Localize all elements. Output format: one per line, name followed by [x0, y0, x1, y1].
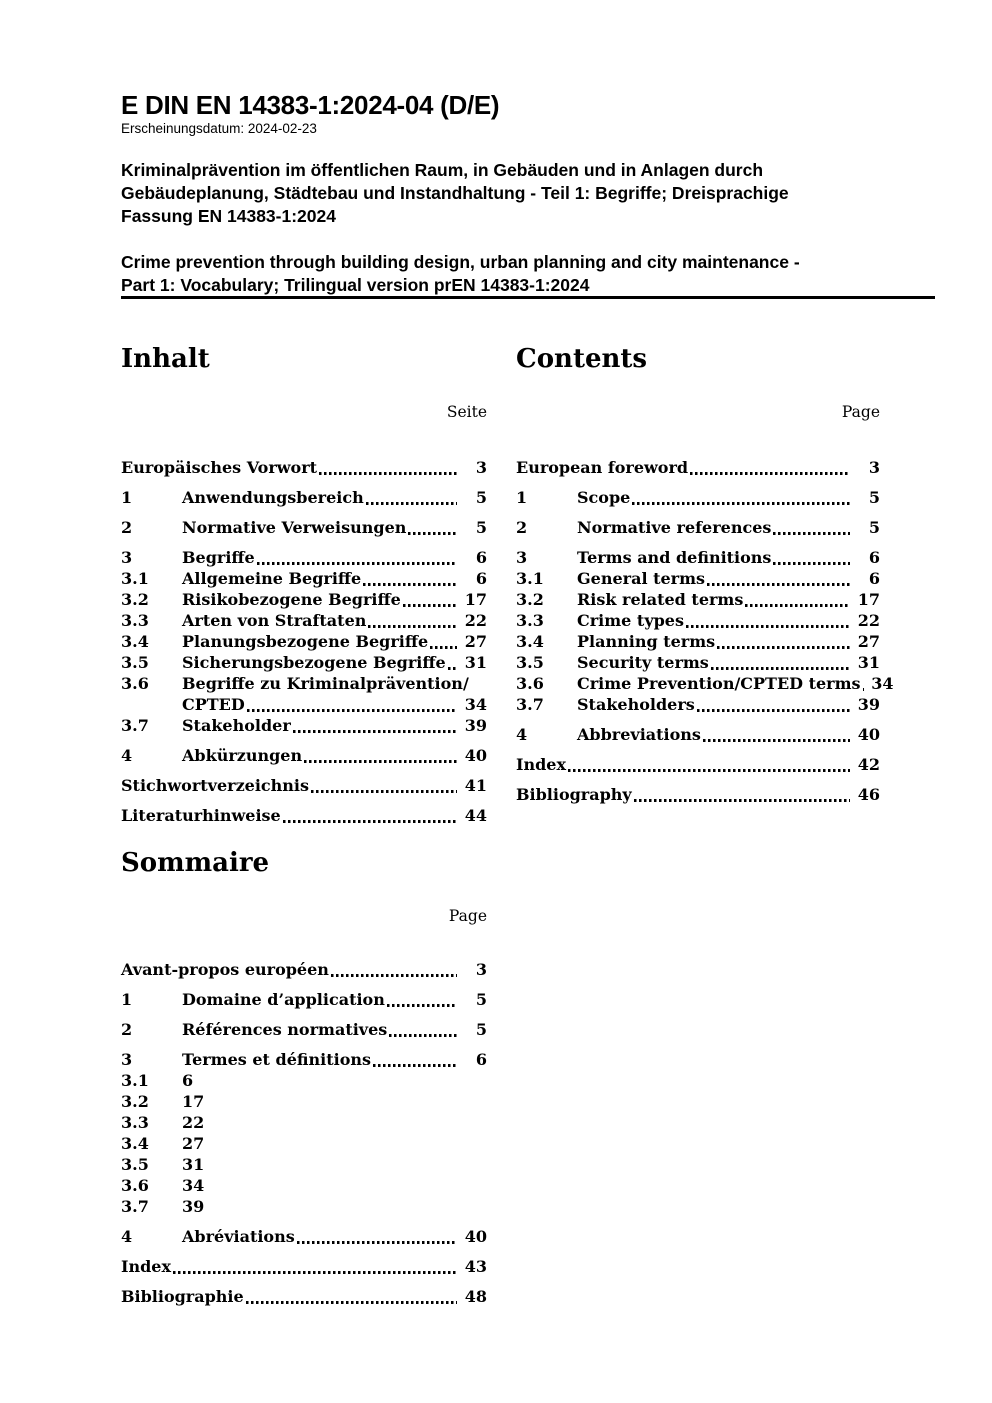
- toc-entry: [516, 457, 880, 478]
- toc-entry: [121, 1091, 487, 1112]
- toc-german-page-label: Seite: [446, 403, 487, 421]
- dot-leader: [566, 754, 853, 775]
- toc-entry-title: Arten von Straftaten: [182, 611, 367, 630]
- toc-entry-number: 4: [121, 746, 133, 765]
- toc-entry-title: Sicherungsbezogene Begriffe: [182, 653, 446, 672]
- toc-entry-title: Stakeholders: [577, 695, 695, 714]
- dot-leader: [387, 1019, 460, 1040]
- toc-entry-number: 3.3: [121, 1113, 149, 1132]
- title-german-line-3: Fassung EN 14383-1:2024: [121, 206, 336, 226]
- toc-entry-page: 27: [857, 632, 880, 651]
- toc-entry-title: 34: [182, 1176, 205, 1195]
- dot-leader: [701, 724, 853, 745]
- dot-leader: [630, 487, 853, 508]
- toc-entry: [516, 754, 880, 775]
- dot-leader: [705, 568, 853, 589]
- toc-english-heading: Contents: [516, 344, 648, 374]
- toc-entry: [516, 631, 880, 652]
- toc-entry-number: 3.5: [121, 653, 149, 672]
- toc-entry-page: 46: [857, 785, 880, 804]
- dot-leader: [771, 517, 853, 538]
- toc-english-entries: [516, 448, 894, 805]
- toc-entry-title: Abbreviations: [577, 725, 701, 744]
- toc-entry: [121, 1175, 487, 1196]
- toc-entry: [121, 1256, 487, 1277]
- toc-entry-page: 6: [475, 1050, 487, 1069]
- toc-entry-title: Terms and definitions: [577, 548, 772, 567]
- toc-entry-title: Europäisches Vorwort: [121, 458, 318, 477]
- toc-entry-title: Security terms: [577, 653, 709, 672]
- toc-entry-number: 3: [121, 548, 133, 567]
- toc-entry-title: Bibliography: [516, 785, 632, 804]
- toc-entry-title: 27: [182, 1134, 205, 1153]
- toc-entry-title: Planungsbezogene Begriffe: [182, 632, 429, 651]
- toc-entry-title: Domaine d’application: [182, 990, 385, 1009]
- toc-entry-page: 27: [464, 632, 487, 651]
- dot-leader: [771, 547, 853, 568]
- toc-entry-title: Termes et définitions: [182, 1050, 371, 1069]
- toc-entry-number: 3.4: [121, 632, 149, 651]
- toc-english: [516, 0, 894, 1403]
- toc-entry-number: 3.7: [121, 716, 149, 735]
- toc-entry: [121, 1049, 487, 1070]
- toc-entry-page: 6: [475, 548, 487, 567]
- toc-entry-number: 3.1: [516, 569, 544, 588]
- dot-leader: [861, 673, 867, 694]
- toc-entry-title: 6: [182, 1071, 194, 1090]
- toc-entry-number: 3.1: [121, 1071, 149, 1090]
- publication-date: Erscheinungsdatum: 2024-02-23: [121, 121, 317, 136]
- dot-leader: [371, 1049, 460, 1070]
- toc-entry-title: Begriffe zu Kriminalprävention/: [182, 674, 469, 693]
- toc-entry-number: 3.5: [121, 1155, 149, 1174]
- toc-entry-number: 3.4: [121, 1134, 149, 1153]
- toc-entry-number: 3.7: [516, 695, 544, 714]
- toc-entry-page: 5: [475, 1020, 487, 1039]
- toc-entry-title: Stichwortverzeichnis: [121, 776, 310, 795]
- toc-entry-page: 34: [871, 674, 894, 693]
- dot-leader: [632, 784, 853, 805]
- toc-entry: [121, 1070, 487, 1091]
- dot-leader: [715, 631, 853, 652]
- toc-entry-number: 3.3: [516, 611, 544, 630]
- toc-entry-page: 48: [464, 1287, 487, 1306]
- toc-entry-page: 3: [475, 458, 487, 477]
- toc-entry-title: Crime Prevention/CPTED terms: [577, 674, 861, 693]
- toc-entry-page: 6: [868, 548, 880, 567]
- toc-entry-number: 3.7: [121, 1197, 149, 1216]
- toc-entry-title: Normative references: [577, 518, 772, 537]
- toc-entry: [516, 547, 880, 568]
- toc-entry-page: 34: [464, 695, 487, 714]
- toc-entry-title: Abkürzungen: [182, 746, 303, 765]
- toc-entry-number: 3.1: [121, 569, 149, 588]
- toc-entry-title: Begriffe: [182, 548, 255, 567]
- toc-entry-title: Références normatives: [182, 1020, 388, 1039]
- toc-entry-number: 2: [516, 518, 528, 537]
- toc-entry-title: Index: [121, 1257, 172, 1276]
- dot-leader: [171, 1256, 460, 1277]
- toc-entry-number: 2: [121, 1020, 133, 1039]
- toc-entry: [121, 1154, 487, 1175]
- toc-entry-title: 31: [182, 1155, 205, 1174]
- toc-entry-page: 40: [857, 725, 880, 744]
- toc-entry-page: 22: [464, 611, 487, 630]
- toc-entry-page: 31: [857, 653, 880, 672]
- toc-entry-title: 39: [182, 1197, 205, 1216]
- toc-entry-title: Normative Verweisungen: [182, 518, 407, 537]
- toc-entry-page: 31: [464, 653, 487, 672]
- toc-entry-number: 3.6: [121, 674, 149, 693]
- toc-entry: [516, 724, 880, 745]
- toc-english-page-label: Page: [841, 403, 880, 421]
- dot-leader: [743, 589, 853, 610]
- toc-entry-title: CPTED: [182, 695, 245, 714]
- toc-entry-page: 5: [475, 990, 487, 1009]
- toc-entry: [516, 589, 880, 610]
- toc-entry-number: 1: [121, 990, 133, 1009]
- toc-entry-number: 3.2: [516, 590, 544, 609]
- toc-entry: [516, 487, 880, 508]
- toc-entry: [516, 610, 880, 631]
- toc-entry-page: 5: [475, 518, 487, 537]
- toc-entry: [121, 1019, 487, 1040]
- toc-french-heading: Sommaire: [121, 848, 270, 878]
- toc-entry-page: 44: [464, 806, 487, 825]
- toc-entry-page: 17: [857, 590, 880, 609]
- toc-entry-title: General terms: [577, 569, 706, 588]
- toc-entry-number: 4: [121, 1227, 133, 1246]
- toc-entry-title: Risk related terms: [577, 590, 744, 609]
- toc-entry-title: Crime types: [577, 611, 684, 630]
- toc-entry-page: 17: [464, 590, 487, 609]
- dot-leader: [688, 457, 853, 478]
- dot-leader: [709, 652, 853, 673]
- toc-entry-number: 2: [121, 518, 133, 537]
- document-number: E DIN EN 14383-1:2024-04 (D/E): [121, 90, 500, 120]
- toc-entry-title: 22: [182, 1113, 205, 1132]
- dot-leader: [295, 1226, 460, 1247]
- toc-entry-page: 3: [868, 458, 880, 477]
- toc-entry-page: 5: [868, 518, 880, 537]
- toc-entry-title: Scope: [577, 488, 631, 507]
- toc-entry-title: Risikobezogene Begriffe: [182, 590, 401, 609]
- toc-entry-page: 6: [868, 569, 880, 588]
- toc-entry-page: 5: [868, 488, 880, 507]
- toc-entry: [516, 517, 880, 538]
- dot-leader: [244, 1286, 460, 1307]
- toc-entry: [516, 568, 880, 589]
- toc-entry: [121, 1196, 487, 1217]
- toc-entry-page: 40: [464, 1227, 487, 1246]
- toc-entry-page: 6: [475, 569, 487, 588]
- toc-entry-title: Allgemeine Begriffe: [182, 569, 362, 588]
- toc-entry-title: Abréviations: [182, 1227, 295, 1246]
- toc-entry-title: Stakeholder: [182, 716, 291, 735]
- toc-entry-title: 17: [182, 1092, 205, 1111]
- toc-entry-page: 39: [857, 695, 880, 714]
- title-german-line-2: Gebäudeplanung, Städtebau und Instandhaltung - Teil 1: Begriffe; Dreisprachige: [121, 183, 789, 203]
- toc-entry-page: 43: [464, 1257, 487, 1276]
- toc-entry-number: 3.4: [516, 632, 544, 651]
- toc-entry-number: 3.2: [121, 1092, 149, 1111]
- dot-leader: [695, 694, 853, 715]
- title-english-line-2: Part 1: Vocabulary; Trilingual version prEN 14383-1:2024: [121, 275, 590, 295]
- toc-entry-number: 1: [121, 488, 133, 507]
- toc-french-page-label: Page: [448, 907, 487, 925]
- toc-entry-title: Bibliographie: [121, 1287, 244, 1306]
- toc-entry-page: 39: [464, 716, 487, 735]
- toc-entry-page: 22: [857, 611, 880, 630]
- toc-entry-number: 3.3: [121, 611, 149, 630]
- title-german-line-1: Kriminalprävention im öffentlichen Raum, in Gebäuden und in Anlagen durch: [121, 160, 764, 180]
- toc-entry-title: Index: [516, 755, 567, 774]
- toc-entry-title: Planning terms: [577, 632, 716, 651]
- toc-entry-page: 5: [475, 488, 487, 507]
- dot-leader: [684, 610, 853, 631]
- toc-entry-title: European foreword: [516, 458, 689, 477]
- toc-entry: [121, 1286, 487, 1307]
- toc-entry-title: Anwendungsbereich: [182, 488, 364, 507]
- toc-entry-number: 3.2: [121, 590, 149, 609]
- toc-entry-number: 4: [516, 725, 528, 744]
- toc-entry-number: 3.5: [516, 653, 544, 672]
- toc-entry: [516, 694, 880, 715]
- toc-entry-page: 42: [857, 755, 880, 774]
- toc-french-entries: [121, 950, 487, 1307]
- toc-entry-number: 3.6: [121, 1176, 149, 1195]
- toc-entry: [121, 959, 487, 980]
- toc-entry: [516, 652, 880, 673]
- toc-entry: [516, 784, 880, 805]
- toc-entry: [516, 673, 894, 694]
- toc-entry-number: 3: [121, 1050, 133, 1069]
- toc-entry-number: 3: [516, 548, 528, 567]
- toc-entry-page: 41: [464, 776, 487, 795]
- toc-entry: [121, 989, 487, 1010]
- toc-german-heading: Inhalt: [121, 344, 210, 374]
- title-english-line-1: Crime prevention through building design, urban planning and city maintenance -: [121, 252, 800, 272]
- toc-entry: [121, 1226, 487, 1247]
- toc-french: [121, 0, 487, 1403]
- toc-entry: [121, 1133, 487, 1154]
- dot-leader: [385, 989, 460, 1010]
- toc-entry-number: 1: [516, 488, 528, 507]
- toc-entry: [121, 1112, 487, 1133]
- toc-entry-number: 3.6: [516, 674, 544, 693]
- toc-entry-page: 40: [464, 746, 487, 765]
- toc-entry-page: 3: [475, 960, 487, 979]
- dot-leader: [329, 959, 460, 980]
- toc-entry-title: Literaturhinweise: [121, 806, 281, 825]
- toc-entry-title: Avant-propos européen: [121, 960, 329, 979]
